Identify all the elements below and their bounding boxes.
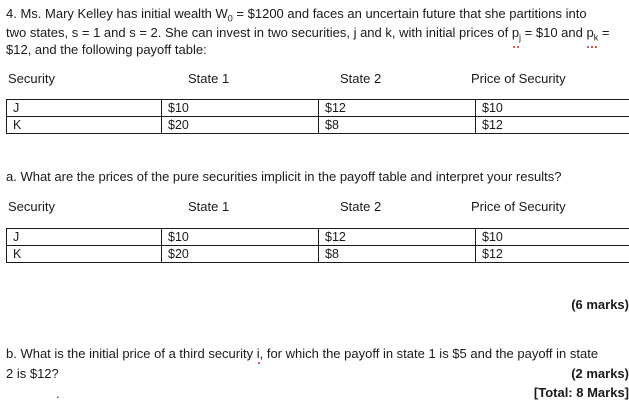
cell-state1: $10 (162, 100, 319, 117)
payoff-table-2 (6, 228, 629, 263)
table-row (7, 246, 629, 263)
security-i-symbol: i (256, 346, 260, 361)
cell-price: $10 (476, 100, 629, 117)
table1-header-state2: State 2 (340, 71, 382, 86)
part-b-line-1: b. What is the initial price of a third security i, for which the payoff in state 1 is $5 and the payoff in state (6, 346, 599, 361)
question-line-3: $12, and the following payoff table: (6, 42, 207, 57)
cell-security: J (7, 100, 162, 117)
table1-header-state1: State 1 (188, 71, 230, 86)
table-row (7, 229, 629, 246)
cell-security: K (7, 117, 162, 134)
question-line-1: 4. Ms. Mary Kelley has initial wealth $W_0$ = $1200 and faces an uncertain future that she partitions into (6, 6, 587, 24)
table-row (7, 100, 629, 117)
table2-header-state2: State 2 (340, 199, 382, 214)
part-a-question: a. What are the prices of the pure securities implicit in the payoff table and interpret your results? (6, 169, 562, 184)
cell-state2: $12 (319, 229, 476, 246)
payoff-table-1 (6, 99, 629, 134)
cell-state1: $20 (162, 117, 319, 134)
table2-header-price: Price of Security (471, 199, 566, 214)
table2-header-security: Security (8, 199, 55, 214)
table-row (7, 117, 629, 134)
cell-state2: $8 (319, 117, 476, 134)
marks-total: [Total: 8 Marks] (533, 385, 629, 400)
cell-state2: $8 (319, 246, 476, 263)
cell-security: J (7, 229, 162, 246)
table2-header-state1: State 1 (188, 199, 230, 214)
cell-price: $12 (476, 117, 629, 134)
marks-part-b: (2 marks) (571, 366, 629, 381)
cell-state1: $20 (162, 246, 319, 263)
price-pk-symbol: $p_k$ (586, 25, 598, 46)
cell-security: K (7, 246, 162, 263)
marks-part-a: (6 marks) (571, 297, 629, 312)
part-b-line-2: 2 is $12? (6, 366, 59, 381)
price-pj-symbol: $p_j$ (512, 25, 521, 46)
stray-dot: . (56, 386, 60, 401)
table1-header-security: Security (8, 71, 55, 86)
cell-state1: $10 (162, 229, 319, 246)
question-line-2: two states, s = 1 and s = 2. She can invest in two securities, j and k, with initial prices of $p_j$ = $10 and $p_k$ = (6, 25, 609, 46)
cell-state2: $12 (319, 100, 476, 117)
table1-header-price: Price of Security (471, 71, 566, 86)
cell-price: $12 (476, 246, 629, 263)
cell-price: $10 (476, 229, 629, 246)
